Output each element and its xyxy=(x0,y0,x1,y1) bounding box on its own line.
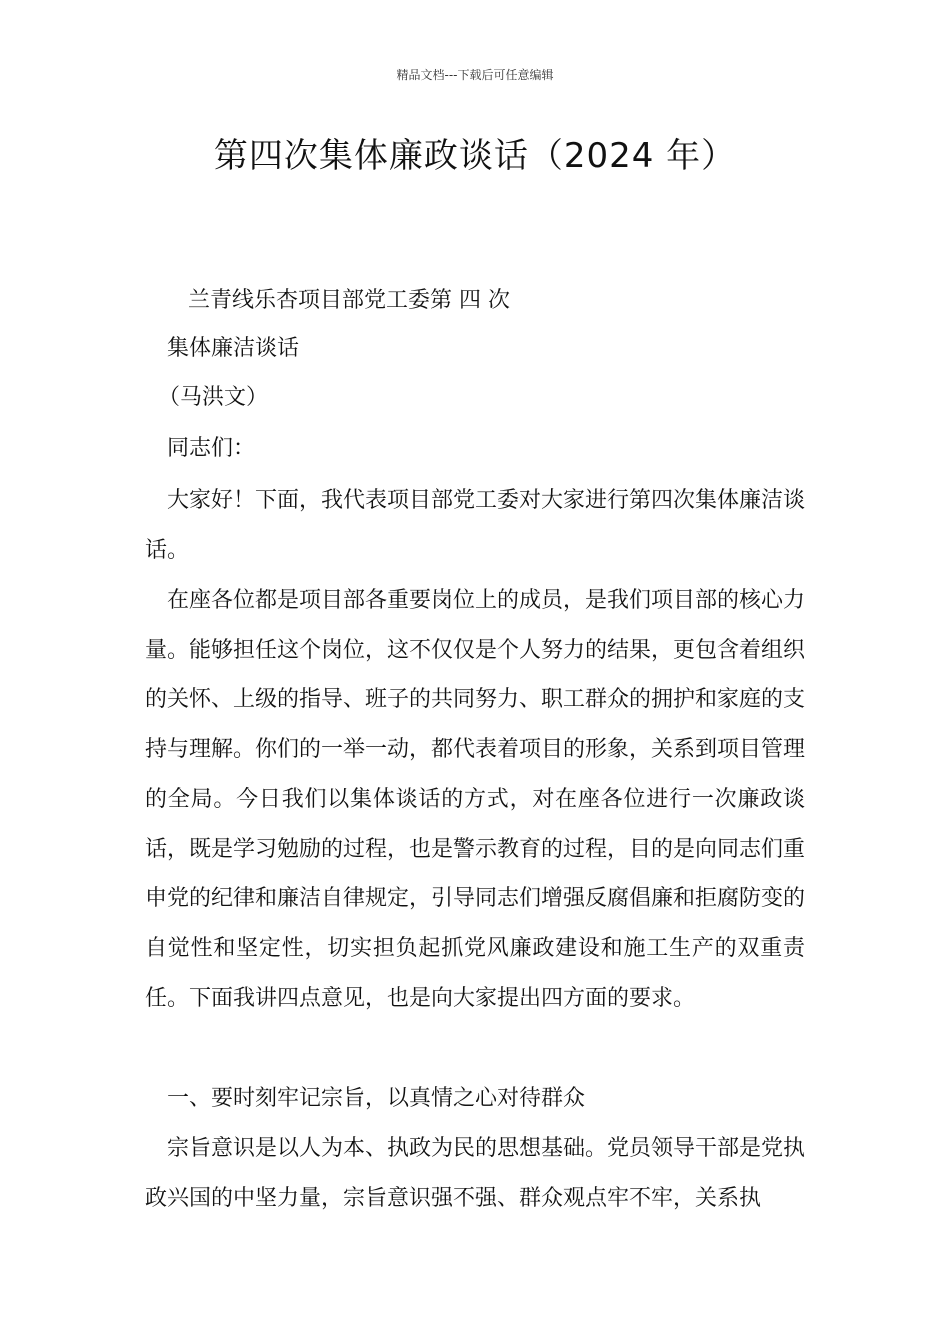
paragraph-opening: 大家好！下面，我代表项目部党工委对大家进行第四次集体廉洁谈话。 xyxy=(145,488,806,563)
section-heading-one: 一、要时刻牢记宗旨，以真情之心对待群众 xyxy=(167,1086,586,1111)
header-note: 精品文档---下载后可任意编辑 xyxy=(396,68,554,82)
meta-line-subject: 集体廉洁谈话 xyxy=(167,336,300,361)
meta-line-organization: 兰青线乐杏项目部党工委第 四 次 xyxy=(188,288,510,313)
paragraph-introduction: 在座各位都是项目部各重要岗位上的成员，是我们项目部的核心力量。能够担任这个岗位，这不仅仅是个人努力的结果，更包含着组织的关怀、上级的指导、班子的共同努力、职工群众的拥护和家庭的支持与理解。你们的一举一动，都代表着项目的形象，关系到项目管理的全局。今日我们以集体谈话的方式，对在座各位进行一次廉政谈话，既是学习勉励的过程，也是警示教育的过程，目的是向同志们重申党的纪律和廉洁自律规定，引导同志们增强反腐倡廉和拒腐防变的自觉性和坚定性，切实担负起抓党风廉政建设和施工生产的双重责任。下面我讲四点意见，也是向大家提出四方面的要求。 xyxy=(145,588,806,1011)
document-title: 第四次集体廉政谈话（2024 年） xyxy=(213,136,737,176)
greeting: 同志们： xyxy=(167,436,256,461)
paragraph-section-one: 宗旨意识是以人为本、执政为民的思想基础。党员领导干部是党执政兴国的中坚力量，宗旨意识强不强、群众观点牢不牢，关系执 xyxy=(145,1136,806,1211)
meta-line-speaker: （马洪文） xyxy=(158,385,269,410)
